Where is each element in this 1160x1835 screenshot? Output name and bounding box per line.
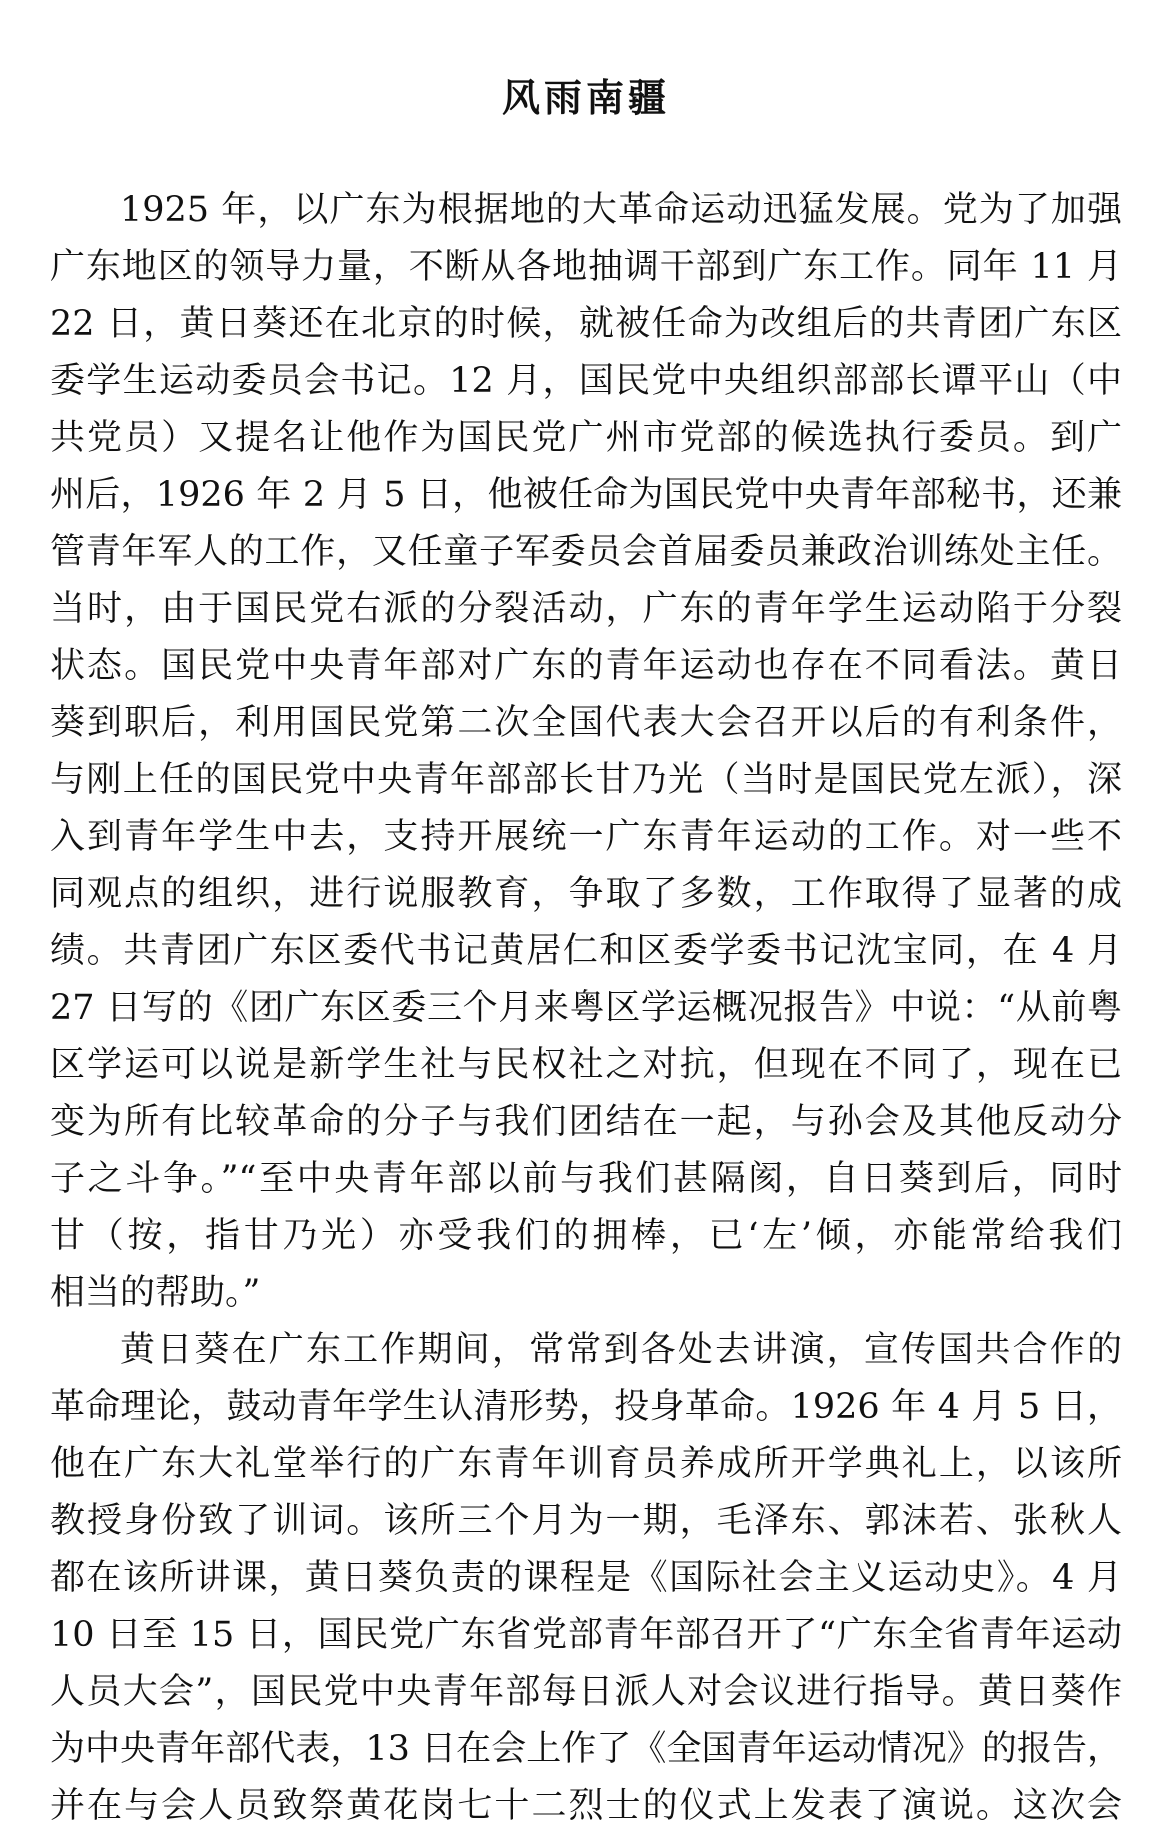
text-line: 他在广东大礼堂举行的广东青年训育员养成所开学典礼上，以该所	[50, 1444, 1122, 1484]
text-line: 共党员）又提名让他作为国民党广州市党部的候选执行委员。到广	[50, 418, 1122, 458]
text-line: 变为所有比较革命的分子与我们团结在一起，与孙会及其他反动分	[50, 1102, 1122, 1142]
text-line: 区学运可以说是新学生社与民权社之对抗，但现在不同了，现在已	[50, 1045, 1122, 1085]
page-title: 风雨南疆	[501, 76, 670, 120]
text-line: 革命理论，鼓动青年学生认清形势，投身革命。1926 年 4 月 5 日，	[50, 1387, 1122, 1427]
text-line: 1925 年，以广东为根据地的大革命运动迅猛发展。党为了加强	[120, 190, 1122, 230]
text-line: 教授身份致了训词。该所三个月为一期，毛泽东、郭沫若、张秋人	[50, 1501, 1122, 1541]
body-text	[50, 182, 1122, 1835]
text-line: 甘（按，指甘乃光）亦受我们的拥棒，已‘左’倾，亦能常给我们	[50, 1216, 1122, 1256]
text-line: 当时，由于国民党右派的分裂活动，广东的青年学生运动陷于分裂	[50, 589, 1122, 629]
text-line: 并在与会人员致祭黄花岗七十二烈士的仪式上发表了演说。这次会	[50, 1786, 1122, 1826]
text-line: 都在该所讲课，黄日葵负责的课程是《国际社会主义运动史》。4 月	[50, 1558, 1122, 1598]
text-line: 27 日写的《团广东区委三个月来粤区学运概况报告》中说：“从前粤	[50, 988, 1122, 1028]
text-line: 管青年军人的工作，又任童子军委员会首届委员兼政治训练处主任。	[50, 532, 1122, 572]
text-line: 22 日，黄日葵还在北京的时候，就被任命为改组后的共青团广东区	[50, 304, 1122, 344]
text-line: 子之斗争。”“至中央青年部以前与我们甚隔阂，自日葵到后，同时	[50, 1159, 1122, 1199]
text-line: 绩。共青团广东区委代书记黄居仁和区委学委书记沈宝同，在 4 月	[50, 931, 1122, 971]
text-line: 入到青年学生中去，支持开展统一广东青年运动的工作。对一些不	[50, 817, 1122, 857]
text-line: 黄日葵在广东工作期间，常常到各处去讲演，宣传国共合作的	[120, 1330, 1122, 1370]
text-line: 人员大会”，国民党中央青年部每日派人对会议进行指导。黄日葵作	[50, 1672, 1122, 1712]
text-line: 州后，1926 年 2 月 5 日，他被任命为国民党中央青年部秘书，还兼	[50, 475, 1122, 515]
text-line: 委学生运动委员会书记。12 月，国民党中央组织部部长谭平山（中	[50, 361, 1122, 401]
text-line: 状态。国民党中央青年部对广东的青年运动也存在不同看法。黄日	[50, 646, 1122, 686]
text-line: 葵到职后，利用国民党第二次全国代表大会召开以后的有利条件，	[50, 703, 1122, 743]
text-line: 与刚上任的国民党中央青年部部长甘乃光（当时是国民党左派），深	[50, 760, 1122, 800]
text-line: 广东地区的领导力量，不断从各地抽调干部到广东工作。同年 11 月	[50, 247, 1122, 287]
text-line: 相当的帮助。”	[50, 1273, 261, 1313]
text-line: 10 日至 15 日，国民党广东省党部青年部召开了“广东全省青年运动	[50, 1615, 1122, 1655]
text-line: 同观点的组织，进行说服教育，争取了多数，工作取得了显著的成	[50, 874, 1122, 914]
text-line: 为中央青年部代表，13 日在会上作了《全国青年运动情况》的报告，	[50, 1729, 1122, 1769]
